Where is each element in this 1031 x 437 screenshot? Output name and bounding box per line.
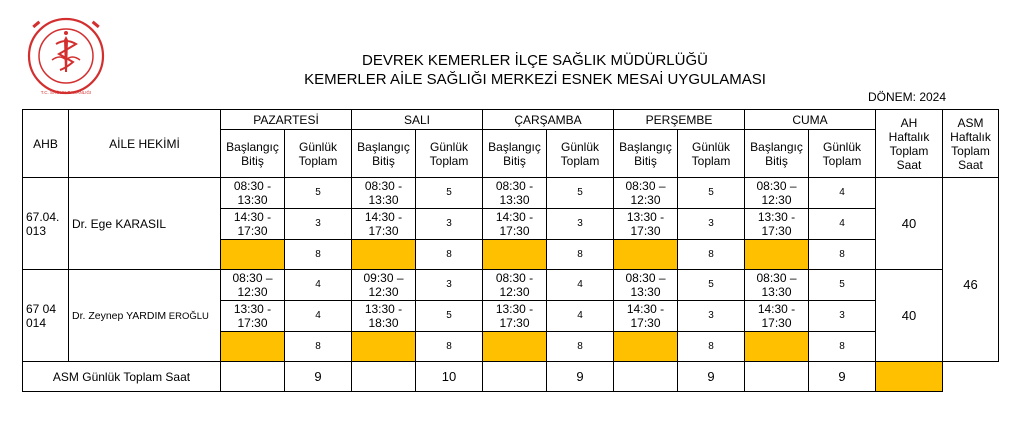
highlight-cell xyxy=(352,240,416,270)
time-range xyxy=(483,270,547,301)
header-day xyxy=(221,110,352,130)
daily-hours xyxy=(285,301,352,332)
header-daily-total-text: Günlük xyxy=(560,139,600,154)
time-range-text: 14:30 - xyxy=(233,210,272,224)
time-range-text: 08:30 – xyxy=(625,271,666,285)
time-range xyxy=(352,209,416,240)
time-range xyxy=(745,301,809,332)
time-range-text: 18:30 xyxy=(368,316,399,330)
time-range-text: 17:30 xyxy=(761,316,792,330)
time-range-text: 12:30 xyxy=(368,285,399,299)
doctor-weekly-total xyxy=(876,178,943,270)
daily-hours xyxy=(678,301,745,332)
time-range-text: 08:30 - xyxy=(233,179,272,193)
day-total-text: 8 xyxy=(708,248,714,260)
header-start-end-text: Bitiş xyxy=(241,153,264,168)
day-total-text: 8 xyxy=(315,340,321,352)
asm-weekly-total-text: 46 xyxy=(963,277,978,292)
time-range-text: 14:30 - xyxy=(364,210,403,224)
day-total xyxy=(809,240,876,270)
header-start-end xyxy=(614,130,678,178)
header-asm-weekly-text: ASM xyxy=(957,115,984,130)
asm-daily-total-text: 9 xyxy=(707,368,715,384)
time-range-text: 13:30 - xyxy=(364,302,403,316)
asm-daily-blank xyxy=(745,362,809,392)
daily-hours-text: 3 xyxy=(446,279,452,290)
header-doctor xyxy=(69,110,221,178)
time-range-text: 14:30 - xyxy=(757,302,796,316)
header-day-text: PERŞEMBE xyxy=(645,112,713,127)
time-range-text: 17:30 xyxy=(761,224,792,238)
health-ministry-logo xyxy=(26,14,106,98)
doctor-name xyxy=(69,270,221,362)
asm-daily-total xyxy=(285,362,352,392)
header-daily-total xyxy=(809,130,876,178)
daily-hours xyxy=(547,209,614,240)
header-daily-total-text: Toplam xyxy=(560,153,600,168)
time-range-text: 17:30 xyxy=(237,316,268,330)
day-total-text: 8 xyxy=(577,248,583,260)
doctor-name-text: Dr. Ege KARASIL xyxy=(72,216,167,231)
time-range-text: 17:30 xyxy=(499,224,530,238)
daily-hours-text: 5 xyxy=(315,187,321,198)
header-day xyxy=(352,110,483,130)
asm-daily-total-text: 9 xyxy=(576,368,584,384)
asm-daily-total xyxy=(416,362,483,392)
header-start-end xyxy=(352,130,416,178)
daily-hours xyxy=(416,178,483,209)
header-daily-total xyxy=(678,130,745,178)
doctor-ahb xyxy=(23,178,69,270)
daily-hours-text: 5 xyxy=(708,279,714,290)
highlight-cell xyxy=(745,240,809,270)
daily-hours-text: 3 xyxy=(446,218,452,229)
daily-hours-text: 4 xyxy=(315,310,321,321)
time-range-text: 14:30 - xyxy=(626,302,665,316)
title-line-2: KEMERLER AİLE SAĞLIĞI MERKEZİ ESNEK MESAİ UYGULAMASI xyxy=(304,71,766,88)
header-asm-weekly-text: Saat xyxy=(958,157,983,172)
daily-hours-text: 3 xyxy=(315,218,321,229)
asm-weekly-total xyxy=(943,178,999,362)
day-total xyxy=(547,240,614,270)
time-range xyxy=(614,270,678,301)
header-daily-total xyxy=(416,130,483,178)
asm-daily-blank xyxy=(352,362,416,392)
header-start-end-text: Başlangıç xyxy=(488,139,541,154)
day-total xyxy=(416,240,483,270)
doctor-ahb xyxy=(23,270,69,362)
time-range-text: 09:30 – xyxy=(363,271,404,285)
time-range-text: 17:30 xyxy=(499,316,530,330)
header-start-end-text: Başlangıç xyxy=(226,139,279,154)
day-total xyxy=(678,240,745,270)
day-total-text: 8 xyxy=(577,340,583,352)
highlight-cell xyxy=(352,332,416,362)
time-range xyxy=(745,209,809,240)
time-range xyxy=(221,270,285,301)
header-ah-weekly-text: Toplam xyxy=(889,143,929,158)
header-daily-total-text: Toplam xyxy=(429,153,469,168)
daily-hours xyxy=(285,209,352,240)
daily-hours xyxy=(547,301,614,332)
time-range-text: 13:30 xyxy=(237,193,268,207)
header-start-end-text: Başlangıç xyxy=(750,139,803,154)
time-range-text: 13:30 - xyxy=(626,210,665,224)
asm-daily-label-text: ASM Günlük Toplam Saat xyxy=(52,369,191,384)
doctor-weekly-total xyxy=(876,270,943,362)
daily-hours-text: 3 xyxy=(708,218,714,229)
time-range-text: 13:30 xyxy=(761,285,792,299)
time-range-text: 08:30 - xyxy=(495,271,534,285)
time-range xyxy=(614,178,678,209)
time-range xyxy=(352,270,416,301)
header-asm-weekly-text: Haftalık xyxy=(950,129,991,144)
daily-hours-text: 5 xyxy=(446,187,452,198)
highlight-cell xyxy=(614,332,678,362)
daily-hours xyxy=(547,178,614,209)
time-range xyxy=(221,301,285,332)
time-range-text: 13:30 xyxy=(499,193,530,207)
time-range-text: 12:30 xyxy=(761,193,792,207)
doctor-weekly-total-text: 40 xyxy=(901,215,917,231)
highlight-cell xyxy=(876,362,943,392)
time-range xyxy=(352,301,416,332)
header-daily-total-text: Günlük xyxy=(822,139,862,154)
day-total-text: 8 xyxy=(446,248,452,260)
time-range xyxy=(483,209,547,240)
day-total-text: 8 xyxy=(839,340,845,352)
day-total-text: 8 xyxy=(708,340,714,352)
header-ah-weekly-text: AH xyxy=(900,115,918,130)
time-range-text: 08:30 - xyxy=(364,179,403,193)
time-range-text: 08:30 – xyxy=(232,271,273,285)
time-range-text: 08:30 – xyxy=(625,179,666,193)
header-start-end-text: Bitiş xyxy=(372,153,395,168)
daily-hours-text: 3 xyxy=(577,218,583,229)
asm-daily-total xyxy=(809,362,876,392)
daily-hours xyxy=(285,270,352,301)
doctor-name-suffix: EROĞLU xyxy=(166,310,209,322)
asm-daily-total-text: 10 xyxy=(441,368,457,384)
daily-hours-text: 4 xyxy=(839,187,845,198)
header-start-end xyxy=(221,130,285,178)
time-range-text: 08:30 – xyxy=(756,179,797,193)
daily-hours-text: 4 xyxy=(577,279,583,290)
time-range-text: 13:30 xyxy=(368,193,399,207)
daily-hours-text: 4 xyxy=(577,310,583,321)
asm-daily-total-text: 9 xyxy=(838,368,846,384)
document-title xyxy=(150,51,920,89)
daily-hours xyxy=(678,178,745,209)
asm-daily-total-text: 9 xyxy=(314,368,322,384)
time-range-text: 17:30 xyxy=(630,224,661,238)
header-start-end-text: Bitiş xyxy=(503,153,526,168)
daily-hours xyxy=(809,301,876,332)
daily-hours-text: 4 xyxy=(839,218,845,229)
daily-hours xyxy=(678,209,745,240)
time-range-text: 13:30 - xyxy=(757,210,796,224)
header-start-end-text: Bitiş xyxy=(634,153,657,168)
daily-hours xyxy=(416,301,483,332)
highlight-cell xyxy=(483,332,547,362)
doctor-ahb-text: 013 xyxy=(26,223,47,238)
header-ah-weekly-text: Saat xyxy=(896,157,922,172)
day-total-text: 8 xyxy=(446,340,452,352)
title-line-1: DEVREK KEMERLER İLÇE SAĞLIK MÜDÜRLÜĞÜ xyxy=(362,52,708,69)
header-daily-total xyxy=(285,130,352,178)
daily-hours xyxy=(285,178,352,209)
daily-hours-text: 3 xyxy=(839,310,845,321)
time-range xyxy=(352,178,416,209)
header-day xyxy=(483,110,614,130)
time-range xyxy=(221,209,285,240)
time-range-text: 13:30 - xyxy=(233,302,272,316)
time-range xyxy=(221,178,285,209)
asm-daily-total xyxy=(547,362,614,392)
highlight-cell xyxy=(745,332,809,362)
header-asm-weekly-text: Toplam xyxy=(951,143,990,158)
day-total xyxy=(678,332,745,362)
doctor-ahb-text: 67 04 xyxy=(26,301,57,316)
header-start-end-text: Başlangıç xyxy=(357,139,410,154)
day-total xyxy=(809,332,876,362)
daily-hours-text: 3 xyxy=(708,310,714,321)
day-total xyxy=(285,240,352,270)
doctor-name-text: Dr. Zeynep YARDIM xyxy=(72,309,167,322)
day-total-text: 8 xyxy=(839,248,845,260)
doctor-ahb-text: 014 xyxy=(26,315,47,330)
doctor-ahb-text: 67.04. xyxy=(26,209,60,224)
asm-daily-blank xyxy=(483,362,547,392)
daily-hours-text: 4 xyxy=(315,279,321,290)
header-day-text: CUMA xyxy=(792,112,828,127)
header-daily-total-text: Günlük xyxy=(298,139,338,154)
svg-text:T.C. SAĞLIK BAKANLIĞI: T.C. SAĞLIK BAKANLIĞI xyxy=(40,90,92,95)
header-asm-weekly xyxy=(943,110,999,178)
header-doctor-text: AİLE HEKİMİ xyxy=(109,136,180,151)
asm-daily-blank xyxy=(221,362,285,392)
header-start-end-text: Bitiş xyxy=(765,153,788,168)
header-daily-total-text: Günlük xyxy=(691,139,731,154)
daily-hours xyxy=(809,270,876,301)
daily-hours xyxy=(678,270,745,301)
time-range xyxy=(745,178,809,209)
header-day xyxy=(614,110,745,130)
daily-hours xyxy=(416,209,483,240)
daily-hours-text: 5 xyxy=(708,187,714,198)
highlight-cell xyxy=(221,332,285,362)
header-ah-weekly-text: Haftalık xyxy=(888,129,930,144)
time-range-text: 12:30 xyxy=(499,285,530,299)
asm-daily-blank xyxy=(614,362,678,392)
time-range xyxy=(614,209,678,240)
header-start-end xyxy=(483,130,547,178)
header-ahb-text: AHB xyxy=(33,136,58,151)
daily-hours xyxy=(547,270,614,301)
day-total xyxy=(416,332,483,362)
daily-hours-text: 5 xyxy=(577,187,583,198)
asm-daily-label xyxy=(23,362,221,392)
time-range-text: 13:30 - xyxy=(495,302,534,316)
header-day-text: PAZARTESİ xyxy=(253,112,319,127)
daily-hours xyxy=(809,178,876,209)
header-start-end xyxy=(745,130,809,178)
time-range xyxy=(745,270,809,301)
time-range-text: 17:30 xyxy=(630,316,661,330)
daily-hours-text: 5 xyxy=(839,279,845,290)
daily-hours-text: 5 xyxy=(446,310,452,321)
schedule-table xyxy=(22,109,999,392)
time-range-text: 08:30 - xyxy=(495,179,534,193)
header-start-end-text: Başlangıç xyxy=(619,139,672,154)
header-day-text: ÇARŞAMBA xyxy=(514,112,582,127)
header-day xyxy=(745,110,876,130)
time-range-text: 08:30 – xyxy=(756,271,797,285)
time-range-text: 12:30 xyxy=(237,285,268,299)
day-total-text: 8 xyxy=(315,248,321,260)
asm-daily-total xyxy=(678,362,745,392)
header-daily-total xyxy=(547,130,614,178)
header-ahb xyxy=(23,110,69,178)
doctor-name xyxy=(69,178,221,270)
doctor-weekly-total-text: 40 xyxy=(901,307,917,323)
highlight-cell xyxy=(221,240,285,270)
time-range-text: 17:30 xyxy=(237,224,268,238)
day-total xyxy=(547,332,614,362)
header-ah-weekly xyxy=(876,110,943,178)
header-daily-total-text: Toplam xyxy=(691,153,731,168)
time-range-text: 17:30 xyxy=(368,224,399,238)
time-range-text: 13:30 xyxy=(630,285,661,299)
highlight-cell xyxy=(614,240,678,270)
time-range-text: 12:30 xyxy=(630,193,661,207)
time-range xyxy=(614,301,678,332)
header-daily-total-text: Günlük xyxy=(429,139,469,154)
highlight-cell xyxy=(483,240,547,270)
header-daily-total-text: Toplam xyxy=(298,153,338,168)
header-daily-total-text: Toplam xyxy=(822,153,862,168)
time-range xyxy=(483,301,547,332)
day-total xyxy=(285,332,352,362)
header-day-text: SALI xyxy=(403,112,430,127)
period-label: DÖNEM: 2024 xyxy=(868,90,947,104)
daily-hours xyxy=(809,209,876,240)
time-range xyxy=(483,178,547,209)
time-range-text: 14:30 - xyxy=(495,210,534,224)
daily-hours xyxy=(416,270,483,301)
